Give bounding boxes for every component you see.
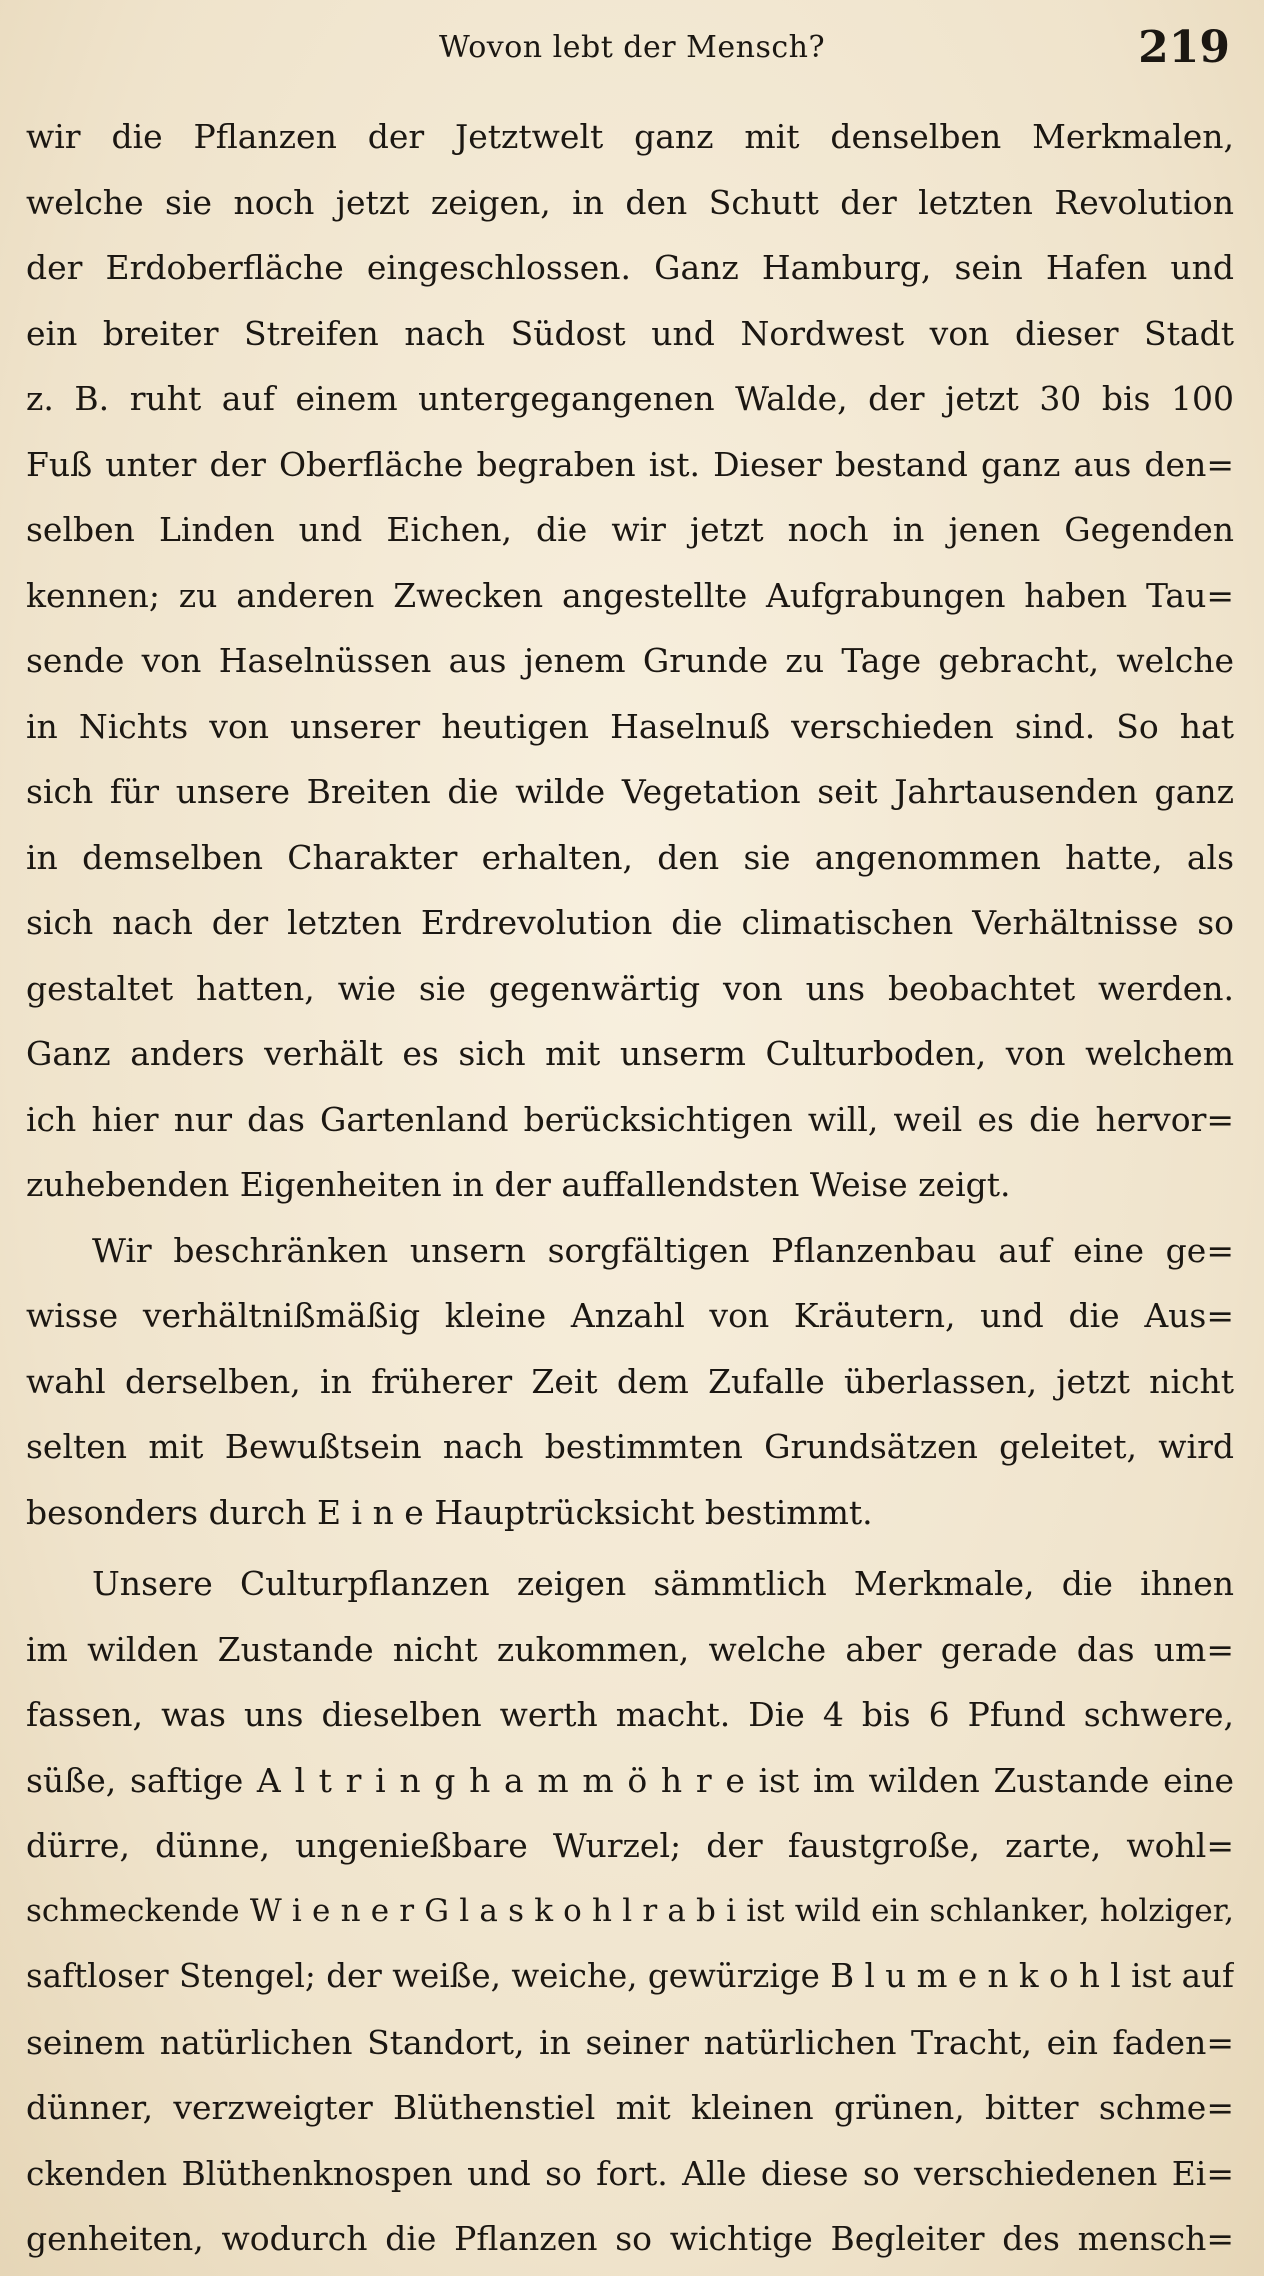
text-line: zuhebenden Eigenheiten in der auffallendsten Weise zeigt. bbox=[26, 1165, 1011, 1204]
text-line: gestaltet hatten, wie sie gegenwärtig von uns beobachtet werden. bbox=[26, 968, 1234, 1008]
text-line: der Erdoberfläche eingeschlossen. Ganz Hamburg, sein Hafen und bbox=[26, 248, 1234, 287]
text-line: Fuß unter der Oberfläche begraben ist. Dieser bestand ganz aus den= bbox=[26, 444, 1234, 484]
text-line: ich hier nur das Gartenland berücksichtigen will, weil es die hervor= bbox=[26, 1099, 1234, 1139]
text-line: Ganz anders verhält es sich mit unserm Culturboden, von welchem bbox=[26, 1034, 1234, 1073]
text-line: in demselben Charakter erhalten, den sie angenommen hatte, als bbox=[26, 837, 1234, 877]
text-line: seinem natürlichen Standort, in seiner natürlichen Tracht, ein faden= bbox=[26, 2022, 1234, 2062]
text-line: saftloser Stengel; der weiße, weiche, gewürzige B l u m e n k o h l ist auf bbox=[26, 1957, 1234, 1995]
text-line: selten mit Bewußtsein nach bestimmten Grundsätzen geleitet, wird bbox=[26, 1427, 1234, 1466]
running-head bbox=[0, 22, 1264, 78]
text-line: Unsere Culturpflanzen zeigen sämmtlich Merkmale, die ihnen bbox=[92, 1564, 1234, 1603]
text-line: wir die Pflanzen der Jetztwelt ganz mit denselben Merkmalen, bbox=[26, 117, 1234, 156]
text-line: genheiten, wodurch die Pflanzen so wichtige Begleiter des mensch= bbox=[26, 2219, 1234, 2258]
text-line: fassen, was uns dieselben werth macht. Die 4 bis 6 Pfund schwere, bbox=[26, 1695, 1234, 1734]
text-line: wahl derselben, in früherer Zeit dem Zufalle überlassen, jetzt nicht bbox=[26, 1361, 1234, 1401]
text-line: selben Linden und Eichen, die wir jetzt noch in jenen Gegenden bbox=[26, 510, 1234, 549]
text-line: welche sie noch jetzt zeigen, in den Schutt der letzten Revolution bbox=[26, 182, 1234, 222]
text-line: z. B. ruht auf einem untergegangenen Walde, der jetzt 30 bis 100 bbox=[26, 379, 1234, 418]
running-title: Wovon lebt der Mensch? bbox=[438, 30, 826, 65]
text-line: schmeckende W i e n e r G l a s k o h l r a b i ist wild ein schlanker, holziger, bbox=[26, 1892, 1234, 1929]
text-line: Wir beschränken unsern sorgfältigen Pflanzenbau auf eine ge= bbox=[92, 1230, 1234, 1270]
text-line: kennen; zu anderen Zwecken angestellte Aufgrabungen haben Tau= bbox=[26, 575, 1234, 615]
body-text bbox=[26, 104, 1234, 2272]
page-number: 219 bbox=[1138, 22, 1230, 73]
text-line: sich für unsere Breiten die wilde Vegetation seit Jahrtausenden ganz bbox=[26, 772, 1234, 811]
text-line: im wilden Zustande nicht zukommen, welche aber gerade das um= bbox=[26, 1629, 1234, 1669]
text-line: sende von Haselnüssen aus jenem Grunde zu Tage gebracht, welche bbox=[26, 641, 1234, 680]
text-line: in Nichts von unserer heutigen Haselnuß verschieden sind. So hat bbox=[26, 706, 1234, 746]
text-line: ein breiter Streifen nach Südost und Nordwest von dieser Stadt bbox=[26, 313, 1234, 353]
text-line: dürre, dünne, ungenießbare Wurzel; der faustgroße, zarte, wohl= bbox=[26, 1826, 1234, 1865]
text-line: sich nach der letzten Erdrevolution die climatischen Verhältnisse so bbox=[26, 903, 1234, 942]
text-line: ckenden Blüthenknospen und so fort. Alle diese so verschiedenen Ei= bbox=[26, 2153, 1234, 2193]
text-line: besonders durch E i n e Hauptrücksicht bestimmt. bbox=[26, 1492, 873, 1532]
text-line: dünner, verzweigter Blüthenstiel mit kleinen grünen, bitter schme= bbox=[26, 2088, 1234, 2127]
text-line: wisse verhältnißmäßig kleine Anzahl von Kräutern, und die Aus= bbox=[26, 1296, 1234, 1335]
text-line: süße, saftige A l t r i n g h a m m ö h r e ist im wilden Zustande eine bbox=[26, 1760, 1234, 1800]
